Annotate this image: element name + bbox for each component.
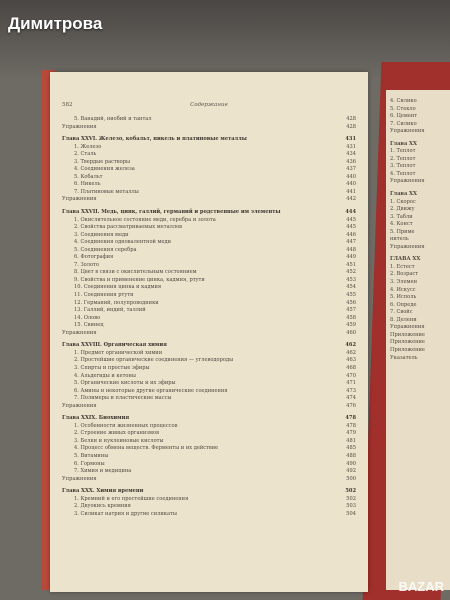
toc-entry xyxy=(62,503,356,511)
toc-entry-title: 3. Соединения меди xyxy=(74,231,129,238)
toc-entry-title: 13. Галлий, индий, таллий xyxy=(74,307,146,314)
toc-entry-title: 4. Альдегиды и кетоны xyxy=(74,372,136,379)
toc-entry-page: 445 xyxy=(346,216,356,223)
toc-entry-page: 456 xyxy=(346,299,356,306)
toc-entry-page: 462 xyxy=(346,349,356,356)
toc-entry-title: 6. Никель xyxy=(74,181,101,188)
toc-entry-page: 454 xyxy=(346,284,356,291)
toc-entry xyxy=(62,423,356,431)
right-toc-entry: 6. Цемент xyxy=(390,113,418,120)
right-toc-entry: Указатель xyxy=(390,354,418,361)
toc-entry-title: 8. Цвет в связи с окислительным состоянием xyxy=(74,269,197,276)
toc-entry-page: 488 xyxy=(346,452,356,459)
toc-entry-page: 447 xyxy=(346,239,356,246)
toc-entry-title: Глава XXIX. Биохимия xyxy=(62,415,130,422)
toc-entry-page: 458 xyxy=(346,314,356,321)
toc-entry-page: 504 xyxy=(346,510,356,517)
toc-entry-title: 1. Окислительное состояние меди, серебра и золота xyxy=(74,216,216,223)
toc-entry xyxy=(62,254,356,262)
toc-entry xyxy=(62,262,356,270)
toc-entry xyxy=(62,468,356,476)
toc-entry-page: 474 xyxy=(346,395,356,402)
toc-entry xyxy=(62,232,356,240)
right-toc-entry: 2. Движу xyxy=(390,206,415,213)
right-toc-entry: нитель xyxy=(390,236,409,243)
toc-entry xyxy=(62,151,356,159)
toc-entry-title: 4. Процесс обмена веществ. Ферменты и их действие xyxy=(74,445,219,452)
toc-entry-title: 2. Сталь xyxy=(74,151,97,158)
toc-entry xyxy=(62,388,356,396)
toc-entry-title: 6. Гормоны xyxy=(74,460,105,467)
right-page xyxy=(386,90,450,590)
toc-entry-page: 462 xyxy=(345,342,356,349)
toc-entry-page: 431 xyxy=(345,136,356,143)
toc-entry-page: 478 xyxy=(345,415,356,422)
toc-entry xyxy=(62,322,356,330)
toc-entry-title: Упражнения xyxy=(62,402,97,409)
right-toc-entry: 3. Табли xyxy=(390,213,413,220)
toc-entry-title: 6. Амины и некоторые другие органические соединения xyxy=(74,387,228,394)
toc-entry-page: 460 xyxy=(346,329,356,336)
toc-entry xyxy=(62,196,356,204)
toc-entry xyxy=(62,284,356,292)
right-toc-entry: Глава XX xyxy=(390,140,417,147)
toc-entry-title: 1. Кремний и его простейшие соединения xyxy=(74,495,189,502)
toc-entry-page: 445 xyxy=(346,224,356,231)
toc-entry xyxy=(62,461,356,469)
right-toc-entry: 3. Теплот xyxy=(390,163,416,170)
toc-entry-page: 449 xyxy=(346,254,356,261)
toc-entry-page: 444 xyxy=(345,209,356,216)
right-toc-entry: 8. Делени xyxy=(390,316,417,323)
toc-entry-page: 502 xyxy=(346,495,356,502)
toc-entry-page: 446 xyxy=(346,231,356,238)
toc-entry xyxy=(62,181,356,189)
right-toc-entry: 4. Конст xyxy=(390,221,413,228)
toc-entry-page: 490 xyxy=(346,460,356,467)
watermark-logo: BAZAR xyxy=(398,579,444,594)
toc-entry-page: 463 xyxy=(346,357,356,364)
right-toc-entry: 7. Силико xyxy=(390,120,417,127)
toc-entry xyxy=(62,124,356,132)
toc-entry-page: 436 xyxy=(346,158,356,165)
toc-entry-title: 2. Двуокись кремния xyxy=(74,503,131,510)
toc-entry xyxy=(62,292,356,300)
toc-entry-page: 503 xyxy=(346,503,356,510)
toc-entry-page: 434 xyxy=(346,151,356,158)
toc-entry xyxy=(62,380,356,388)
toc-entry-page: 440 xyxy=(346,173,356,180)
toc-entry xyxy=(62,174,356,182)
toc-chapter xyxy=(62,488,356,496)
toc-entry xyxy=(62,511,356,519)
toc-entry-title: 1. Железо xyxy=(74,143,102,150)
toc-entry-page: 442 xyxy=(346,196,356,203)
toc-chapter xyxy=(62,209,356,217)
toc-entry-title: 7. Золото xyxy=(74,261,99,268)
toc-entry xyxy=(62,395,356,403)
toc-entry xyxy=(62,453,356,461)
toc-entry xyxy=(62,365,356,373)
right-toc-entry: 5. Стекло xyxy=(390,105,416,112)
toc-entry xyxy=(62,330,356,338)
toc-entry-page: 468 xyxy=(346,364,356,371)
seller-name: Димитрова xyxy=(8,14,103,33)
right-toc-entry: Глава XX xyxy=(390,191,417,198)
right-toc-entry: 6. Опреде xyxy=(390,301,417,308)
right-toc-entry: 5. Исполь xyxy=(390,294,417,301)
toc-entry xyxy=(62,357,356,365)
toc-entry-title: 12. Германий, полупроводники xyxy=(74,299,159,306)
toc-entry-page: 473 xyxy=(346,387,356,394)
toc-entry-page: 437 xyxy=(346,166,356,173)
toc-entry-title: 3. Силикат натрия и другие силикаты xyxy=(74,510,177,517)
toc-entry xyxy=(62,496,356,504)
right-toc-entry: 1. Естест xyxy=(390,263,415,270)
toc-entry-page: 485 xyxy=(346,445,356,452)
right-toc-entry: Приложение xyxy=(390,346,425,353)
toc-entry-title: 3. Спирты и простые эфиры xyxy=(74,364,150,371)
toc-entry-title: Упражнения xyxy=(62,329,97,336)
left-page xyxy=(50,72,368,592)
right-toc-entry: Приложение xyxy=(390,339,425,346)
toc-entry-page: 455 xyxy=(346,292,356,299)
toc-entry-title: 5. Соединения серебра xyxy=(74,246,137,253)
running-head: Содержание xyxy=(190,102,228,108)
toc-entry xyxy=(62,159,356,167)
toc-entry-title: 15. Свинец xyxy=(74,322,104,329)
right-toc-entry: 2. Теплот xyxy=(390,155,416,162)
toc-entry-title: 2. Простейшие органические соединения — углеводороды xyxy=(74,357,234,364)
toc-entry xyxy=(62,476,356,484)
toc-entry-page: 492 xyxy=(346,468,356,475)
toc-entry xyxy=(62,403,356,411)
toc-entry-title: 5. Органические кислоты и их эфиры xyxy=(74,380,176,387)
right-toc-entry: 5. Приме xyxy=(390,228,415,235)
right-toc-entry: 2. Возраст xyxy=(390,271,419,278)
toc-entry-title: Глава XXVIII. Органическая химия xyxy=(62,342,167,349)
toc-entry-title: 1. Предмет органической химии xyxy=(74,349,163,356)
toc-entry-title: 9. Свойства и применение цинка, кадмия, ртути xyxy=(74,276,205,283)
toc-chapter xyxy=(62,342,356,350)
right-toc-entry: Упражнения xyxy=(390,178,425,185)
toc-entry-title: 7. Полимеры и пластические массы xyxy=(74,395,172,402)
right-toc-entry: 1. Теплот xyxy=(390,148,416,155)
toc-entry-page: 448 xyxy=(346,246,356,253)
toc-entry-title: Упражнения xyxy=(62,196,97,203)
toc-entry-title: 2. Свойства рассматриваемых металлов xyxy=(74,224,183,231)
toc-entry-page: 470 xyxy=(346,372,356,379)
toc-entry-title: 11. Соединения ртути xyxy=(74,292,134,299)
right-toc-entry: 4. Искусс xyxy=(390,286,416,293)
toc-entry-title: 3. Твердые растворы xyxy=(74,158,131,165)
toc-entry-title: 14. Олово xyxy=(74,314,101,321)
toc-entry-page: 500 xyxy=(346,475,356,482)
toc-entry-title: Глава XXVII. Медь, цинк, галлий, германий и родственные им элементы xyxy=(62,209,281,216)
right-toc-entry: 7. Свойс xyxy=(390,309,413,316)
toc-entry-page: 428 xyxy=(346,116,356,122)
toc-entry-page: 481 xyxy=(346,437,356,444)
toc-entry xyxy=(62,430,356,438)
toc-entry xyxy=(62,116,356,124)
toc-entry-title: Упражнения xyxy=(62,123,97,130)
toc-entry xyxy=(62,277,356,285)
toc-entry xyxy=(62,224,356,232)
right-toc-entry: Упражнения xyxy=(390,128,425,135)
toc-entry xyxy=(62,217,356,225)
toc-entry xyxy=(62,189,356,197)
right-toc-entry: Упражнения xyxy=(390,243,425,250)
toc-entry-title: 4. Соединения одновалентной меди xyxy=(74,239,172,246)
toc-entry-title: 6. Фотография xyxy=(74,254,114,261)
toc-entry-page: 502 xyxy=(345,488,356,495)
right-toc-entry: Упражнения xyxy=(390,324,425,331)
right-toc-entry: 3. Элемен xyxy=(390,279,417,286)
toc-entry-page: 478 xyxy=(346,422,356,429)
toc-entry-title: 7. Платиновые металлы xyxy=(74,188,139,195)
toc-entry-title: 10. Соединения цинка и кадмия xyxy=(74,284,162,291)
toc-chapter xyxy=(62,136,356,144)
toc-entry-page: 479 xyxy=(346,430,356,437)
toc-entry-title: 2. Строение живых организмов xyxy=(74,430,159,437)
toc-entry xyxy=(62,166,356,174)
toc-entry-title: 1. Особенности жизненных процессов xyxy=(74,422,178,429)
toc-entry-title: 7. Химия и медицина xyxy=(74,468,132,475)
right-toc-entry: 1. Скорос xyxy=(390,198,416,205)
toc-entry-page: 452 xyxy=(346,269,356,276)
toc-entry-title: 5. Кобальт xyxy=(74,173,103,180)
toc-entry-page: 453 xyxy=(346,276,356,283)
toc-entry xyxy=(62,144,356,152)
toc-entry-title: Глава XXVI. Железо, кобальт, никель и платиновые металлы xyxy=(62,136,247,143)
toc-entry-title: 3. Белки и нуклеиновые кислоты xyxy=(74,437,164,444)
toc-entry-page: 459 xyxy=(346,322,356,329)
toc-entry-page: 428 xyxy=(346,123,356,130)
toc-entry-page: 457 xyxy=(346,307,356,314)
right-toc-entry: ГЛАВА XX xyxy=(390,256,421,263)
table-of-contents xyxy=(62,116,356,518)
right-toc-entry: Приложение xyxy=(390,331,425,338)
toc-entry-title: Глава XXX. Химия времени xyxy=(62,488,144,495)
toc-entry-page: 471 xyxy=(346,380,356,387)
toc-entry xyxy=(62,307,356,315)
toc-entry-page: 440 xyxy=(346,181,356,188)
right-toc-entry: 4. Теплот xyxy=(390,170,416,177)
toc-entry xyxy=(62,315,356,323)
toc-entry-title: 5. Витамины xyxy=(74,452,109,459)
toc-entry-title: 4. Соединения железа xyxy=(74,166,135,173)
toc-entry-page: 431 xyxy=(346,143,356,150)
page-number: 582 xyxy=(62,102,73,108)
toc-entry xyxy=(62,373,356,381)
toc-entry xyxy=(62,269,356,277)
toc-entry-title: Упражнения xyxy=(62,475,97,482)
toc-entry-page: 476 xyxy=(346,402,356,409)
toc-entry-title: 5. Ванадий, ниобий и тантал xyxy=(74,116,152,122)
right-toc-entry: 4. Силико xyxy=(390,98,417,104)
toc-entry xyxy=(62,300,356,308)
toc-chapter xyxy=(62,415,356,423)
toc-entry-page: 441 xyxy=(346,188,356,195)
toc-entry xyxy=(62,445,356,453)
toc-entry xyxy=(62,350,356,358)
toc-entry-page: 451 xyxy=(346,261,356,268)
toc-entry xyxy=(62,239,356,247)
